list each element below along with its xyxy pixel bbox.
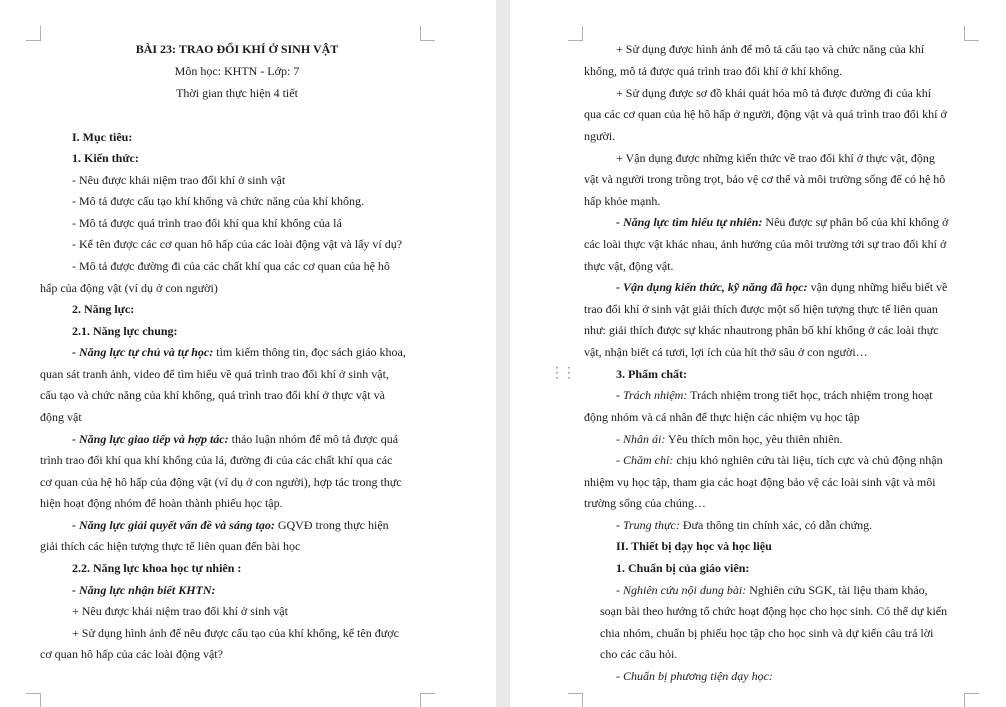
text-line: hấp khỏe mạnh. — [584, 194, 661, 208]
page-gutter — [496, 0, 510, 707]
text-line: hấp của động vật (ví dụ ở con người) — [40, 281, 218, 295]
text-line: động nhóm và cá nhân để thực hiện các nhiệm vụ học tập — [584, 410, 860, 424]
inline-label: - Năng lực giao tiếp và hợp tác: — [72, 432, 229, 446]
inline-label: - Nhân ái: — [616, 432, 666, 446]
text-line — [616, 215, 948, 230]
inline-label: - Vận dụng kiến thức, kỹ năng đã học: — [616, 280, 808, 294]
text-line: + Sử dụng hình ảnh để nêu được cấu tạo của khí khổng, kể tên được — [72, 626, 399, 640]
text-line — [616, 583, 928, 598]
text-line: nhiệm vụ học tập, tham gia các hoạt động bảo vệ các loài sinh vật và môi — [584, 475, 936, 489]
drag-handle-icon[interactable]: ⋮⋮ — [550, 366, 574, 381]
text-line — [72, 345, 406, 360]
page-corner-mark — [420, 693, 435, 707]
text-line — [616, 432, 843, 447]
inline-text: Nêu được sự phân bố của khí khổng ở — [762, 215, 949, 229]
inline-label: - Trách nhiệm: — [616, 388, 688, 402]
page-corner-mark — [568, 26, 583, 41]
inline-text: Yêu thích môn học, yêu thiên nhiên. — [665, 432, 843, 446]
subheading-recognition: - Năng lực nhận biết KHTN: — [72, 583, 216, 597]
text-line: trường sống của chúng… — [584, 496, 706, 510]
text-line: quan sát tranh ảnh, video để tìm hiểu về quá trình trao đổi khí ở sinh vật, — [40, 367, 389, 381]
inline-text: Đưa thông tin chính xác, có dẫn chứng. — [679, 518, 873, 532]
text-line: hiện hoạt động nhóm để hoàn thành phiếu học tập. — [40, 496, 283, 510]
inline-text: GQVĐ trong thực hiện — [274, 518, 389, 532]
heading-teacher-preparation: 1. Chuẩn bị của giáo viên: — [616, 561, 750, 575]
heading-science-competence: 2.2. Năng lực khoa học tự nhiên : — [72, 561, 242, 575]
inline-text: chịu khó nghiên cứu tài liệu, tích cực và chủ động nhận — [673, 453, 943, 467]
text-line: khổng, mô tả được quá trình trao đổi khí ở khí khổng. — [584, 64, 843, 78]
text-line: như: giải thích được sự khác nhautrong phân bố khí khổng ở các loài thực — [584, 323, 939, 337]
text-line: - Mô tả được quá trình trao đổi khí qua khí khổng của lá — [72, 216, 342, 230]
inline-label: - Nghiên cứu nội dung bài: — [616, 583, 747, 597]
heading-objectives: I. Mục tiêu: — [72, 130, 133, 144]
inline-label: - Trung thực: — [616, 518, 680, 532]
page-corner-mark — [964, 26, 979, 41]
lesson-title: BÀI 23: TRAO ĐỔI KHÍ Ở SINH VẬT — [135, 42, 339, 56]
text-line: + Sử dụng được hình ảnh để mô tả cấu tạo và chức năng của khí — [616, 42, 925, 56]
text-line — [616, 388, 933, 403]
text-line: vật và người trong trồng trọt, bảo vệ cơ thể và môi trường sống để có hệ hô — [584, 172, 946, 186]
text-line: vật, nhận biết cá tươi, lợi ích của hít thở sâu ở con người… — [584, 345, 868, 359]
text-line — [72, 518, 389, 533]
text-line: + Sử dụng được sơ đồ khái quát hóa mô tả được đường đi của khí — [616, 86, 932, 100]
text-line: người. — [584, 129, 616, 143]
heading-general-competence: 2.1. Năng lực chung: — [72, 324, 178, 338]
text-line: cơ quan của hệ hô hấp của động vật (ví dụ ở con người), hợp tác trong thực — [40, 475, 402, 489]
text-line: cơ quan hô hấp của các loài động vật? — [40, 647, 223, 661]
text-line: - Nêu được khái niệm trao đổi khí ở sinh vật — [72, 173, 286, 187]
text-line — [616, 453, 943, 468]
text-line: - Mô tả được cấu tạo khí khổng và chức năng của khí khổng. — [72, 194, 364, 208]
inline-text: tìm kiếm thông tin, đọc sách giáo khoa, — [213, 345, 406, 359]
inline-label: - Chăm chỉ: — [616, 453, 674, 467]
heading-knowledge: 1. Kiến thức: — [72, 151, 139, 165]
text-line: + Vận dụng được những kiến thức về trao đổi khí ở thực vật, động — [616, 151, 935, 165]
inline-text: vận dụng những hiểu biết về — [807, 280, 948, 294]
inline-label: - Năng lực tự chủ và tự học: — [72, 345, 214, 359]
text-line: qua các cơ quan của hệ hô hấp ở người, động vật và quá trình trao đổi khí ở — [584, 107, 947, 121]
lesson-subject: Môn học: KHTN - Lớp: 7 — [174, 64, 300, 78]
text-line: + Nêu được khái niệm trao đổi khí ở sinh vật — [72, 604, 288, 618]
inline-label: - Năng lực tìm hiểu tự nhiên: — [616, 215, 763, 229]
text-line: các loài thực vật khác nhau, ảnh hưởng của môi trường tới sự trao đổi khí ở — [584, 237, 947, 251]
text-line: thực vật, động vật. — [584, 259, 674, 273]
inline-text: Trách nhiệm trong tiết học, trách nhiệm trong hoạt — [687, 388, 933, 402]
inline-label: - Năng lực giải quyết vấn đề và sáng tạo: — [72, 518, 275, 532]
lesson-duration: Thời gian thực hiện 4 tiết — [176, 86, 298, 100]
document-page-left — [0, 0, 496, 707]
heading-equipment: II. Thiết bị dạy học và học liệu — [616, 539, 772, 553]
text-line: - Chuẩn bị phương tiện dạy học: — [616, 669, 773, 683]
page-corner-mark — [420, 26, 435, 41]
heading-competence: 2. Năng lực: — [72, 302, 135, 316]
text-line — [616, 280, 947, 295]
inline-text: thảo luận nhóm để mô tả được quá — [228, 432, 399, 446]
text-line: - Kể tên được các cơ quan hô hấp của các loài động vật và lấy ví dụ? — [72, 237, 403, 251]
page-corner-mark — [26, 26, 41, 41]
text-line: cấu tạo và chức năng của khí khổng, quá trình trao đổi khí ở thực vật và — [40, 388, 385, 402]
text-line: cho các câu hỏi. — [600, 647, 678, 661]
page-corner-mark — [568, 693, 583, 707]
document-page-right — [510, 0, 1006, 707]
text-line: động vật — [40, 410, 82, 424]
text-line: chia nhóm, chuẩn bị phiếu học tập cho học sinh và dự kiến câu trả lời — [600, 626, 934, 640]
inline-text: Nghiên cứu SGK, tài liệu tham khảo, — [746, 583, 928, 597]
page-corner-mark — [964, 693, 979, 707]
text-line: - Mô tả được đường đi của các chất khí qua các cơ quan của hệ hô — [72, 259, 390, 273]
text-line — [616, 518, 872, 533]
text-line: soạn bài theo hướng tổ chức hoạt động học cho học sinh. Có thể dự kiến — [600, 604, 948, 618]
text-line: trình trao đổi khí qua khí khổng của lá, đường đi của các chất khí qua các — [40, 453, 393, 467]
heading-quality: 3. Phẩm chất: — [616, 367, 687, 381]
text-line: trao đổi khí ở sinh vật giải thích được một số hiện tượng thực tế liên quan — [584, 302, 938, 316]
text-line: giải thích các hiện tượng thực tế liên quan đến bài học — [40, 539, 301, 553]
text-line — [72, 432, 398, 447]
page-corner-mark — [26, 693, 41, 707]
